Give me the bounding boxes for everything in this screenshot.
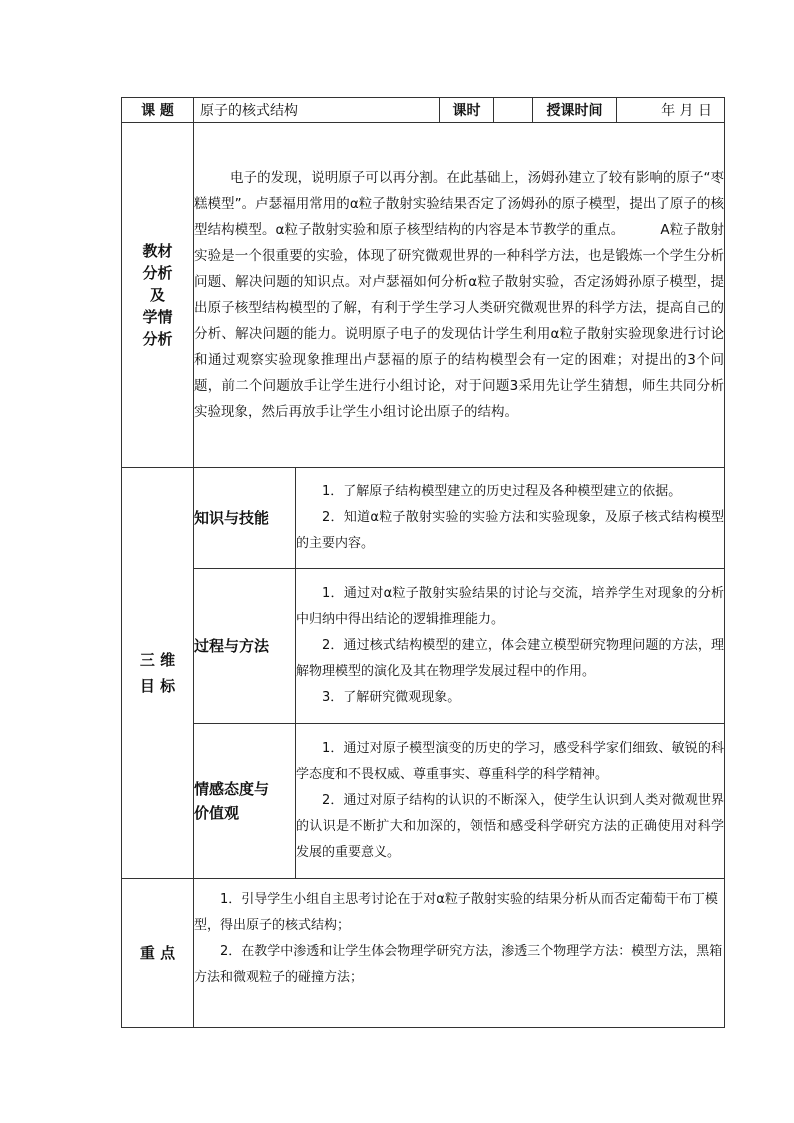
objectives-label-line: 三 维 [139, 651, 176, 669]
knowledge-items [296, 468, 725, 569]
knowledge-item: 2．知道α粒子散射实验的实验方法和实验现象，及原子核式结构模型的主要内容。 [296, 510, 724, 551]
topic-label: 课 题 [122, 98, 194, 123]
objectives-label-line: 目 标 [139, 677, 176, 695]
emotion-label-line: 价值观 [194, 804, 240, 822]
teaching-time-label: 授课时间 [533, 98, 617, 123]
key-points-label: 重 点 [122, 879, 194, 1028]
header-row [122, 98, 725, 123]
objectives-label [122, 468, 194, 879]
process-item: 1．通过对α粒子散射实验结果的讨论与交流，培养学生对现象的分析中归纳中得出结论的逻辑推理能力。 [296, 586, 724, 627]
objective-emotion-row [122, 724, 725, 879]
analysis-row [122, 123, 725, 468]
hours-value [494, 98, 533, 123]
analysis-label-line: 教材 [142, 242, 173, 260]
emotion-label-line: 情感态度与 [194, 780, 270, 798]
emotion-item: 1．通过对原子模型演变的历史的学习，感受科学家们细致、敏锐的科学态度和不畏权威、尊重事实、尊重科学的科学精神。 [296, 741, 724, 782]
topic-value: 原子的核式结构 [194, 98, 440, 123]
analysis-text-b: Α粒子散射实验是一个很重要的实验，体现了研究微观世界的一种科学方法，也是锻炼一个学生分析问题、解决问题的知识点。对卢瑟福如何分析α粒子散射实验，否定汤姆孙原子模型，提出原子核型结构模型的了解，有利于学生学习人类研究微观世界的科学方法，提高自己的分析、解决问题的能力。说明原子电子的发现估计学生利用α粒子散射实验现象进行讨论和通过观察实验现象推理出卢瑟福的原子的结构模型会有一定的困难；对提出的3个问题，前二个问题放手让学生进行小组讨论，对于问题3采用先让学生猜想，师生共同分析实验现象，然后再放手让学生小组讨论出原子的结构。 [194, 222, 724, 420]
objective-knowledge-row [122, 468, 725, 569]
analysis-text [194, 123, 725, 468]
analysis-label-line: 分析 [142, 330, 173, 348]
analysis-label-line: 分析 [142, 264, 173, 282]
lesson-plan-table [121, 97, 725, 1028]
process-items [296, 569, 725, 724]
objective-process-row [122, 569, 725, 724]
analysis-label-line: 学情 [142, 308, 173, 326]
emotion-label [194, 724, 296, 879]
process-item: 2．通过核式结构模型的建立，体会建立模型研究物理问题的方法，理解物理模型的演化及其在物理学发展过程中的作用。 [296, 638, 724, 679]
process-label: 过程与方法 [194, 569, 296, 724]
process-item: 3．了解研究微观现象。 [322, 690, 461, 705]
key-point-item: 1．引导学生小组自主思考讨论在于对α粒子散射实验的结果分析从而否定葡萄干布丁模型，得出原子的核式结构； [194, 892, 718, 933]
key-point-item: 2．在教学中渗透和让学生体会物理学研究方法，渗透三个物理学方法：模型方法，黑箱方法和微观粒子的碰撞方法； [194, 944, 723, 985]
analysis-label [122, 123, 194, 468]
emotion-item: 2．通过对原子结构的认识的不断深入，使学生认识到人类对微观世界的认识是不断扩大和加深的，领悟和感受科学研究方法的正确使用对科学发展的重要意义。 [296, 793, 724, 860]
date-value: 年 月 日 [617, 98, 725, 123]
hours-label: 课时 [440, 98, 494, 123]
key-points-items [194, 879, 725, 1028]
analysis-text-a: 电子的发现，说明原子可以再分割。在此基础上，汤姆孙建立了较有影响的原子“枣糕模型”。卢瑟福用常用的α粒子散射实验结果否定了汤姆孙的原子模型，提出了原子的核型结构模型。α粒子散射实验和原子核型结构的内容是本节教学的重点。 [194, 170, 724, 238]
analysis-label-line: 及 [149, 286, 165, 304]
key-points-row [122, 879, 725, 1028]
knowledge-label: 知识与技能 [194, 468, 296, 569]
knowledge-item: 1．了解原子结构模型建立的历史过程及各种模型建立的依据。 [322, 484, 682, 499]
emotion-items [296, 724, 725, 879]
